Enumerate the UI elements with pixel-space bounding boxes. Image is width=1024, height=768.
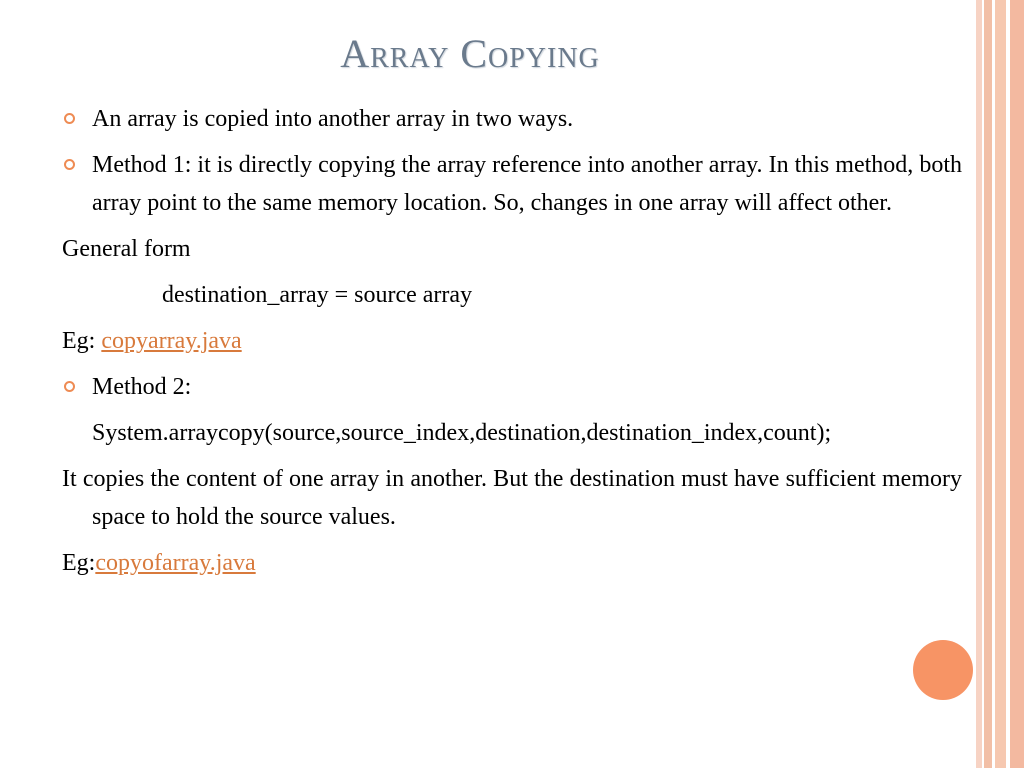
stripe [984,0,992,768]
slide-title: Array Copying [340,31,600,76]
copyofarray-link[interactable]: copyofarray.java [95,550,256,576]
decorative-stripes [976,0,1024,768]
bullet-text: Method 2: [92,374,192,400]
form-expression: destination_array = source array [162,282,473,308]
bullet-icon [64,113,75,124]
bullet-item [62,100,962,138]
decorative-circle [913,640,973,700]
bullet-text: Method 1: it is directly copying the array reference into another array. In this method, both array point to the same memory location. So, changes in one array will affect other. [92,152,962,216]
bullet-text: An array is copied into another array in two ways. [92,106,574,132]
example-line-1 [62,322,962,360]
syntax-text: System.arraycopy(source,source_index,destination,destination_index,count); [92,420,832,446]
bullet-item [62,146,962,222]
example-line-2 [62,544,962,582]
stripe [995,0,1006,768]
bullet-icon [64,159,75,170]
explanation-text: It copies the content of one array in another. But the destination must have sufficient memory space to hold the source values. [62,466,962,530]
general-form-label: General form [62,236,191,262]
stripe [1010,0,1024,768]
bullet-icon [64,381,75,392]
slide-body [62,100,962,590]
bullet-item [62,368,962,406]
example-prefix: Eg: [62,550,96,576]
example-prefix: Eg: [62,328,102,354]
copyarray-link[interactable]: copyarray.java [101,328,242,354]
method2-syntax [62,414,962,452]
